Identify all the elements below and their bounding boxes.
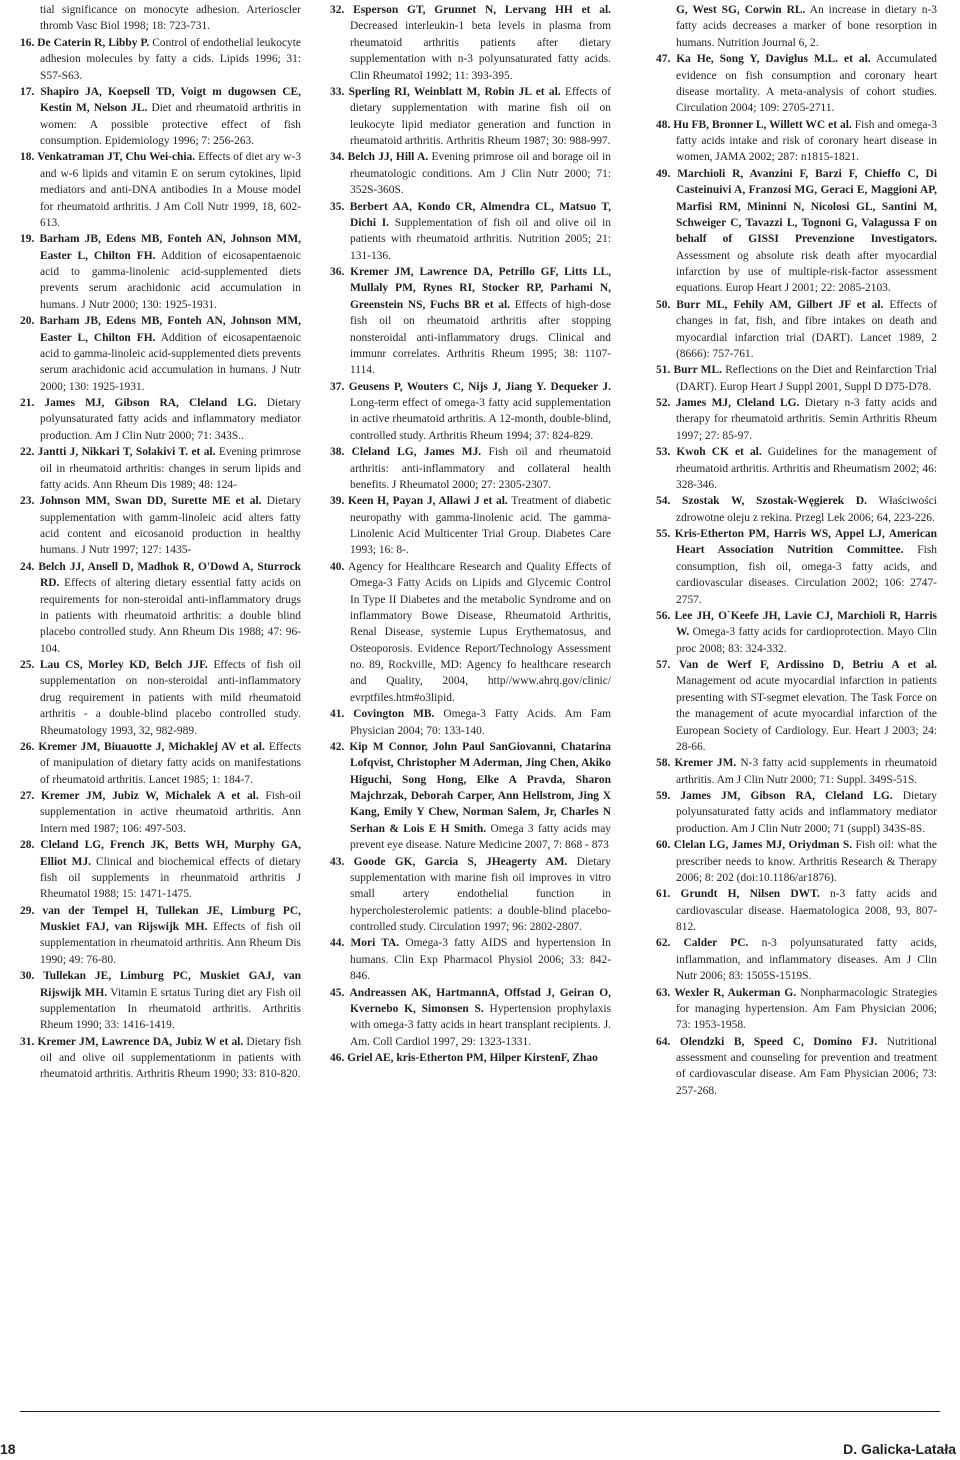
- reference-authors: Belch JJ, Ansell D, Madhok R, O'Dowd A, Sturrock RD.: [38, 560, 302, 590]
- reference-number: 31.: [20, 1035, 35, 1048]
- reference-number: 56.: [656, 609, 671, 622]
- reference-number: 37.: [330, 380, 345, 393]
- reference-entry: [656, 837, 937, 886]
- reference-text: Effects of dietary supplementation with marine fish oil on leukocyte lipid mediator generation and function in rheumatoid arthritis. Arthritis Rheum 1987; 30: 988-997.: [350, 85, 611, 147]
- reference-text: Agency for Healthcare Research and Quality Effects of Omega-3 Fatty Acids on Lipids and Glycemic Control In Type II Diabetes and the metabolic Syndrome and on inflammatory Bowe Disease, Rheumatoid Arthritis, Renal Disease, systemie Lupus Erythematosus, and Osteoporosis. Evidence Report/Technology Assessment no. 89, Rockville, MD: Agency fo healthcare research and Quality, 2004, http//www.ahrq.gov/clinic/ evrptfiles.htm#o3lipid.: [347, 560, 612, 704]
- reference-entry: [656, 755, 937, 788]
- reference-entry: [656, 935, 937, 984]
- reference-text: Omega-3 fatty AIDS and hypertension In humans. Clin Exp Pharmacol Physiol 2006; 33: 842-846.: [350, 937, 612, 983]
- reference-entry: [656, 117, 937, 166]
- reference-number: 48.: [656, 118, 671, 131]
- reference-text: Management od acute myocardial infarction in patients presenting with ST-segmet elevation. The Task Force on the management of acute myocardial infarction of the European Society of Cardiology. Eur. Heart J 2003; 24: 28-66.: [676, 675, 937, 753]
- reference-text: Nonpharmacologic Strategies for managing hypertension. Am Fam Physician 2006; 73: 1953-1958.: [676, 986, 938, 1032]
- reference-entry: [20, 2, 301, 35]
- reference-entry: [330, 264, 611, 379]
- reference-entry: [656, 362, 937, 395]
- reference-number: 20.: [20, 315, 35, 328]
- reference-text: Effects of manipulation of dietary fatty acids on manifestations of rheumatoid arthritis. Lancet 1985; 1: 184-7.: [40, 740, 302, 786]
- reference-text: Fish oil: what the prescriber needs to know. Arthritis Research & Therapy 2006; 8: 202 (doi:10.1186/ar1876).: [676, 839, 938, 884]
- reference-authors: James MJ, Gibson RA, Cleland LG.: [44, 397, 257, 409]
- reference-authors: Kip M Connor, John Paul SanGiovanni, Chatarina Lofqvist, Christopher M Aderman, Jing Chen, Akiko Higuchi, Song Hong, Elke A Pravda, Sharon Majchrzak, Deborah Carper, Ann Hellstrom, Jing X Kang, Emily Y Chew, Norman Salem, Jr, Charles N Serhan & Lois E H Smith.: [349, 740, 612, 835]
- references-column-right: [656, 2, 937, 1099]
- reference-entry: [656, 788, 937, 837]
- footer-rule: [20, 1411, 940, 1412]
- reference-number: 22.: [20, 446, 35, 459]
- reference-authors: Hu FB, Bronner L, Willett WC et al.: [673, 118, 852, 131]
- reference-number: 23.: [20, 495, 35, 508]
- reference-number: 32.: [330, 4, 345, 16]
- reference-authors: Clelan LG, James MJ, Oriydman S.: [673, 839, 853, 852]
- reference-number: 24.: [20, 560, 35, 573]
- reference-authors: Kremer JM, Lawrence DA, Jubiz W et al.: [37, 1035, 244, 1048]
- reference-number: 50.: [656, 298, 671, 311]
- reference-authors: Tullekan JE, Limburg PC, Muskiet GAJ, van Rijswijk MH.: [40, 970, 302, 999]
- reference-authors: Kwoh CK et al.: [676, 446, 762, 459]
- reference-authors: Berbert AA, Kondo CR, Almendra CL, Matsuo T, Dichi I.: [349, 200, 612, 229]
- reference-entry: [656, 51, 937, 117]
- reference-entry: [656, 985, 937, 1034]
- reference-authors: Lau CS, Morley KD, Belch JJF.: [39, 659, 208, 671]
- reference-text: Dietary fish oil and olive oil supplementationm in patients with rheumatoid arthritis. Arthritis Rheum 1990; 33: 810-820.: [40, 1035, 302, 1081]
- reference-entry: [20, 444, 301, 493]
- reference-number: 18.: [20, 151, 35, 164]
- reference-text: Effects of diet ary w-3 and w-6 lipids and vitamin E on serum cytokines, lipid mediators and anti-DNA antibodies In a Mouse model for rheumatoid arthritis. J Am Coll Nutr 1999, 18, 602-613.: [40, 151, 302, 229]
- reference-entry: [656, 493, 937, 526]
- reference-number: 58.: [656, 757, 671, 770]
- reference-number: 46.: [330, 1052, 345, 1064]
- reference-authors: Sperling RI, Weinblatt M, Robin JL et al.: [348, 85, 561, 98]
- reference-number: 17.: [20, 85, 35, 98]
- reference-text: Clinical and biochemical effects of dietary fish oil supplements in rheunmatoid arthritis J Rheumatol 1988; 15: 1471-1475.: [40, 855, 301, 901]
- reference-text: Fish oil and rheumatoid arthritis: anti-inflammatory and collateral health benefits. J Rheumatol 2000; 27: 2305-2307.: [350, 446, 612, 491]
- reference-text: Evening primrose oil in rheumatoid arthritis: changes in serum lipids and fatty acids. Ann Rheum Dis 1989; 48: 124-: [40, 446, 302, 491]
- reference-authors: Wexler R, Aukerman G.: [674, 986, 797, 999]
- reference-authors: Van de Werf F, Ardissino D, Betriu A et al.: [678, 659, 938, 671]
- reference-authors: Covington MB.: [353, 708, 435, 721]
- reference-entry: [20, 559, 301, 657]
- reference-text: Supplementation of fish oil and olive oil in patients with rheumatoid arthritis. Nutrition 2005; 21: 131-136.: [350, 216, 611, 262]
- reference-number: 60.: [656, 839, 671, 852]
- reference-number: 27.: [20, 790, 35, 802]
- reference-authors: Keen H, Payan J, Allawi J et al.: [348, 495, 508, 508]
- reference-text: Effects of fish oil supplementation on non-steroidal anti-inflammatory drug requirement in patients with mild rheumatoid arthritis - a double-blind placebo controlled study. Rheumatology 1993, 32, 982-989.: [40, 659, 302, 737]
- reference-authors: James JM, Gibson RA, Cleland LG.: [680, 790, 893, 802]
- reference-text: Omega 3 fatty acids may prevent eye disease. Nature Medicine 2007, 7: 868 - 873: [350, 822, 611, 852]
- reference-text: Omega-3 Fatty Acids. Am Fam Physician 2004; 70: 133-140.: [350, 708, 612, 737]
- reference-text: n-3 polyunsaturated fatty acids, inflammation, and inflammatory diseases. Am J Clin Nutr 2006; 83: 1505S-1519S.: [676, 937, 937, 983]
- reference-authors: Burr ML, Fehily AM, Gilbert JF et al.: [676, 298, 884, 311]
- reference-text: n-3 fatty acids and cardiovascular disease. Haematologica 2008, 93, 807-812.: [676, 888, 937, 933]
- reference-authors: Kremer JM, Lawrence DA, Petrillo GF, Litts LL, Mullaly PM, Rynes RI, Stocker RP, Parhami N, Greenstein NS, Fuchs BR et al.: [350, 266, 611, 311]
- reference-authors: Lee JH, O`Keefe JH, Lavie CJ, Marchioli R, Harris W.: [674, 609, 938, 639]
- reference-authors: Grundt H, Nilsen DWT.: [680, 888, 820, 901]
- reference-text: Vitamin E srtatus Turing diet ary Fish oil supplementation In rheumatoid arthritis. Arthritis Rheum 1990; 33: 1416-1419.: [40, 986, 302, 1032]
- reference-entry: [20, 493, 301, 559]
- reference-entry: [20, 313, 301, 395]
- reference-text: Fish and omega-3 fatty acids intake and risk of coronary heart disease in women, JAMA 2002; 287: n1815-1821.: [676, 118, 937, 164]
- reference-text: Accumulated evidence on fish consumption and coronary heart disease mortality. A meta-analysis of cohort studies. Circulation 2004; 109: 2705-2711.: [676, 53, 937, 115]
- reference-authors: Geusens P, Wouters C, Nijs J, Jiang Y. Dequeker J.: [348, 380, 611, 393]
- reference-text: Dietary polyunsaturated fatty acids and inflammatory mediator production. Am J Clin Nutr 2000; 71 (suppl) 343S-8S.: [676, 790, 938, 835]
- reference-entry: [20, 149, 301, 231]
- reference-entry: [656, 657, 937, 755]
- reference-entry: [656, 444, 937, 493]
- reference-entry: [656, 297, 937, 363]
- reference-number: 45.: [330, 986, 345, 999]
- reference-number: 41.: [330, 708, 345, 721]
- reference-entry: [20, 231, 301, 313]
- reference-number: 39.: [330, 495, 345, 508]
- reference-number: 43.: [330, 855, 345, 868]
- reference-text: Nutritional assessment and counseling for prevention and treatment of cardiovascular disease. Am Fam Physician 2006; 73: 257-268.: [676, 1035, 937, 1097]
- reference-authors: Esperson GT, Grunnet N, Lervang HH et al.: [353, 4, 611, 16]
- reference-entry: [20, 903, 301, 969]
- reference-authors: James MJ, Cleland LG.: [675, 397, 800, 409]
- reference-number: 25.: [20, 659, 35, 671]
- running-author: D. Galicka-Latała: [843, 1441, 956, 1457]
- reference-entry: [330, 706, 611, 739]
- reference-authors: Cleland LG, James MJ.: [351, 446, 482, 459]
- reference-entry: [20, 837, 301, 903]
- reference-entry: [20, 788, 301, 837]
- reference-number: 19.: [20, 233, 35, 246]
- reference-text: Dietary supplementation with gamm-linoleic acid alters fatty acid content and eicosanoid production in healthy humans. J Nutr 1997; 127: 1435-: [40, 495, 302, 557]
- reference-entry: [20, 1034, 301, 1083]
- reference-text: Effects of high-dose fish oil on rheumatoid arthritis after stopping nonsteroidal anti-inflammatory drugs. Clinical and immunr correlates. Arthritis Rheum 1995; 38: 1107-1114.: [350, 298, 612, 377]
- reference-entry: [656, 886, 937, 935]
- reference-number: 44.: [330, 937, 345, 950]
- reference-text: Treatment of diabetic neuropathy with gamma-linolenic acid. The gamma-Linolenic Acid Multicenter Trial Group. Diabetes Care 1993; 16: 8-.: [350, 495, 612, 557]
- reference-entry: [330, 149, 611, 198]
- reference-number: 42.: [330, 740, 345, 753]
- reference-authors: Shapiro JA, Koepsell TD, Voigt m dugowsen CE, Kestin M, Nelson JL.: [40, 85, 301, 115]
- reference-authors: Jantti J, Nikkari T, Solakivi T. et al.: [37, 446, 216, 459]
- reference-authors: Barham JB, Edens MB, Fonteh AN, Johnson MM, Easter L, Chilton FH.: [39, 315, 301, 344]
- references-column-left: [20, 2, 301, 1083]
- reference-number: 54.: [656, 495, 671, 508]
- reference-number: 16.: [20, 36, 35, 49]
- reference-entry: [656, 1034, 937, 1100]
- reference-number: 64.: [656, 1035, 671, 1048]
- reference-entry: [330, 854, 611, 936]
- reference-text: Assessment og absolute risk death after myocardial infarction by use of multiple-risk-factor assessment equations. Europ Heart J 2001; 22: 2085-2103.: [676, 249, 937, 295]
- reference-text: Fish-oil supplementation in active rheumatoid arthritis. Ann Intern med 1987; 106: 497-503.: [40, 790, 301, 835]
- reference-entry: [330, 935, 611, 984]
- reference-authors: Griel AE, kris-Etherton PM, Hilper KirstenF, Zhao: [347, 1052, 598, 1064]
- reference-entry: [330, 559, 611, 706]
- reference-number: 21.: [20, 397, 35, 409]
- reference-text: Omega-3 fatty acids for cardioprotection. Mayo Clin proc 2008; 83: 324-332.: [676, 626, 938, 655]
- reference-text: Effects of altering dietary essential fatty acids on requirements for non-steroidal anti-inflammatory drugs in patients with rheumatoid arthritis: a double blind placebo controlled study. Ann Rheum Dis 1988; 47: 96-104.: [40, 577, 301, 655]
- reference-authors: Calder PC.: [683, 937, 749, 950]
- reference-text: An increase in dietary n-3 fatty acids decreases a marker of bone resorption in humans. Nutrition Journal 6, 2.: [676, 4, 937, 49]
- reference-authors: Burr ML.: [673, 364, 722, 377]
- reference-entry: [20, 84, 301, 150]
- reference-authors: Andreassen AK, HartmannA, Offstad J, Geiran O, Kvernebo K, Simonsen S.: [349, 986, 612, 1015]
- reference-entry: [20, 739, 301, 788]
- reference-text: Dietary supplementation with marine fish oil improves in vitro small artery endothelial function in hypercholesterolemic patients: a double-blind placebo-controlled study. Circulation 1997; 96: 2802-2807.: [350, 855, 612, 933]
- reference-entry: [20, 657, 301, 739]
- reference-authors: van der Tempel H, Tullekan JE, Limburg PC, Muskiet FAJ, van Rijswijk MH.: [40, 904, 301, 933]
- reference-number: 62.: [656, 937, 671, 950]
- reference-entry: [656, 166, 937, 297]
- reference-authors: Kremer JM.: [674, 757, 737, 770]
- reference-authors: Belch JJ, Hill A.: [347, 151, 429, 164]
- reference-entry: [20, 35, 301, 84]
- reference-authors: G, West SG, Corwin RL.: [676, 4, 806, 16]
- reference-text: Effects of changes in fat, fish, and fibre intakes on death and myocardial infarction trial (DART). Lancet 1989, 2 (8666): 757-761.: [676, 298, 937, 360]
- reference-number: 36.: [330, 266, 345, 278]
- reference-text: Właściwości zdrowotne oleju z rekina. Przegl Lek 2006; 64, 223-226.: [676, 495, 937, 524]
- reference-text: Decreased interleukin-1 beta levels in plasma from rheumatoid arthritis patients after dietary supplementation with n-3 polyunsaturated fatty acids. Clin Rheumatol 1992; 11: 393-395.: [350, 20, 611, 82]
- reference-text: tial significance on monocyte adhesion. Arterioscler thromb Vasc Biol 1998; 18: 723-731.: [40, 4, 301, 33]
- reference-entry: [330, 444, 611, 493]
- reference-entry: [330, 739, 611, 854]
- reference-number: 30.: [20, 970, 35, 983]
- reference-number: 51.: [656, 364, 671, 377]
- reference-number: 55.: [656, 528, 671, 540]
- reference-number: 38.: [330, 446, 345, 459]
- reference-entry: [330, 199, 611, 265]
- reference-number: 63.: [656, 986, 671, 999]
- reference-number: 57.: [656, 659, 671, 671]
- reference-authors: Goode GK, Garcia S, JHeagerty AM.: [353, 855, 568, 868]
- reference-authors: De Caterin R, Libby P.: [37, 36, 150, 49]
- reference-text: Effects of fish oil supplementation in rheumatoid arthritis. Ann Rheum Dis 1990; 49: 76-80.: [40, 921, 302, 966]
- reference-number: 59.: [656, 790, 671, 802]
- reference-number: 29.: [20, 904, 35, 917]
- reference-text: Fish consumption, fish oil, omega-3 fatty acids, and cardiovascular diseases. Circulation 2002; 106: 2747-2757.: [676, 544, 937, 606]
- reference-text: Diet and rheumatoid arthritis in women: A possible protective effect of fish consumption. Epidemiology 1996; 7: 256-263.: [40, 102, 302, 147]
- reference-number: 40.: [330, 560, 345, 573]
- reference-entry: [20, 968, 301, 1034]
- reference-authors: Ka He, Song Y, Daviglus M.L. et al.: [676, 53, 871, 66]
- reference-entry: [656, 2, 937, 51]
- reference-number: 47.: [656, 53, 671, 66]
- reference-entry: [330, 2, 611, 84]
- reference-number: 52.: [656, 397, 671, 409]
- reference-entry: [656, 395, 937, 444]
- reference-authors: Barham JB, Edens MB, Fonteh AN, Johnson MM, Easter L, Chilton FH.: [39, 233, 301, 262]
- page-number: 18: [0, 1441, 16, 1457]
- reference-authors: Cleland LG, French JK, Betts WH, Murphy GA, Elliot MJ.: [40, 839, 301, 868]
- reference-entry: [330, 379, 611, 445]
- reference-text: Addition of eicosapentaenoic acid to gamma-linolenic acid-supplemented diets prevents serum arachidonic acid accumulation in humans. J Nutr 2000; 130: 1925-1931.: [40, 249, 301, 311]
- reference-text: Guidelines for the management of rheumatoid arthritis. Arthritis and Rheumatism 2002; 46: 328-346.: [676, 446, 937, 491]
- reference-authors: Venkatraman JT, Chu Wei-chia.: [37, 151, 196, 164]
- reference-number: 49.: [656, 167, 671, 180]
- reference-text: Hypertension prophylaxis with omega-3 fatty acids in heart transplant recipients. J. Am. Coll Cardiol 1997, 29: 1323-1331.: [350, 1002, 611, 1048]
- reference-text: Evening primrose oil and borage oil in rheumatologic conditions. Am J Clin Nutr 2000; 71: 352S-360S.: [350, 151, 612, 197]
- reference-entry: [330, 1050, 611, 1066]
- reference-text: N-3 fatty acid supplements in rheumatoid arthritis. Am J Clin Nutr 2000; 71: Suppl. 349S-51S.: [676, 757, 938, 786]
- reference-entry: [330, 493, 611, 559]
- reference-authors: Kris-Etherton PM, Harris WS, Appel LJ, American Heart Association Nutrition Committee.: [674, 528, 937, 557]
- references-column-middle: [330, 2, 611, 1066]
- reference-number: 28.: [20, 839, 35, 852]
- reference-text: Addition of eicosapentaenoic acid to gamma-linoleic acid-supplemented diets prevents serum arachidonic acid accumulation in humans. J Nutr 2000; 130: 1925-1931.: [40, 331, 301, 393]
- reference-entry: [330, 84, 611, 150]
- reference-text: Reflections on the Diet and Reinfarction Trial (DART). Europ Heart J Suppl 2001, Suppl D D75-D78.: [676, 364, 937, 393]
- reference-number: 33.: [330, 85, 345, 98]
- reference-authors: Johnson MM, Swan DD, Surette ME et al.: [39, 495, 262, 508]
- reference-text: Long-term effect of omega-3 fatty acid supplementation in active rheumatoid arthritis. A 12-month, double-blind, controlled study. Arthritis Rheum 1994; 37: 824-829.: [350, 397, 611, 442]
- reference-authors: Olendzki B, Speed C, Domino FJ.: [679, 1035, 878, 1048]
- reference-text: Dietary n-3 fatty acids and therapy for rheumatoid arthritis. Semin Arthritis Rheum 1997; 27: 85-97.: [676, 397, 937, 442]
- reference-authors: Kremer JM, Biuauotte J, Michaklej AV et al.: [38, 740, 265, 753]
- reference-entry: [656, 526, 937, 608]
- reference-text: Dietary polyunsaturated fatty acids and inflammatory mediator production. Am J Clin Nutr 2000; 71: 343S..: [40, 397, 302, 442]
- reference-entry: [330, 985, 611, 1051]
- reference-number: 26.: [20, 740, 35, 753]
- reference-authors: Szostak W, Szostak-Węgierek D.: [682, 495, 868, 508]
- reference-text: Control of endothelial leukocyte adhesion molecules by fatty a cids. Lipids 1996; 31: S57-S63.: [40, 36, 302, 82]
- reference-authors: Marchioli R, Avanzini F, Barzi F, Chieffo C, Di Casteinuivi A, Franzosi MG, Geraci E, Maggioni AP, Marfisi RM, Mininni N, Nicolosi GL, Santini M, Schweiger C, Tavazzi L, Tognoni G, Valagussa F on behalf of GISSI Prevenzione Investigators.: [676, 167, 937, 246]
- reference-authors: Kremer JM, Jubiz W, Michalek A et al.: [41, 790, 259, 802]
- reference-number: 61.: [656, 888, 671, 901]
- reference-authors: Mori TA.: [350, 937, 400, 950]
- reference-number: 35.: [330, 200, 345, 213]
- reference-entry: [656, 608, 937, 657]
- reference-entry: [20, 395, 301, 444]
- reference-number: 53.: [656, 446, 671, 459]
- reference-number: 34.: [330, 151, 345, 164]
